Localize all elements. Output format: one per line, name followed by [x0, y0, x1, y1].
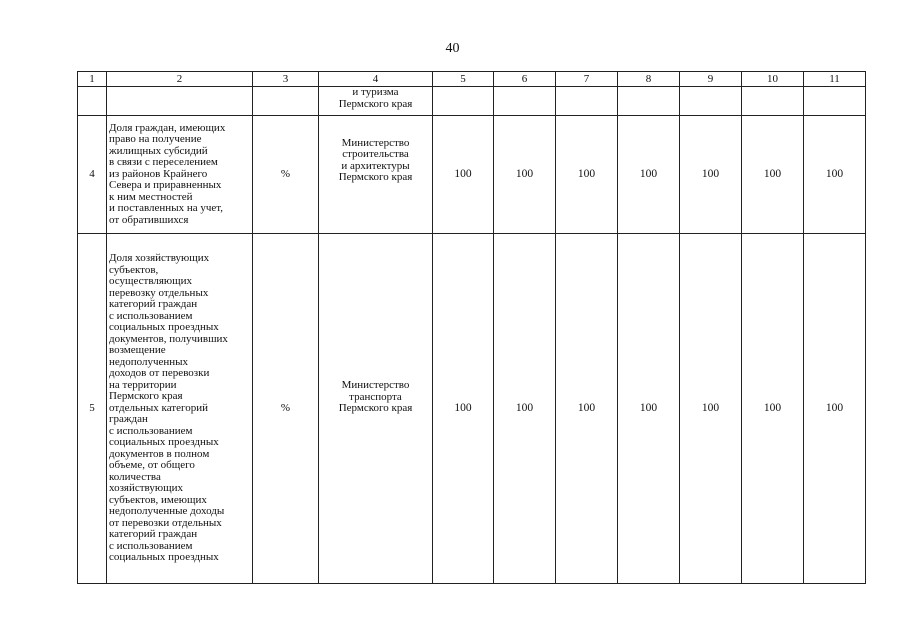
column-header: 9 [680, 72, 742, 87]
unit-cell: % [253, 234, 319, 584]
table-cell-empty [804, 87, 866, 116]
column-header: 5 [433, 72, 494, 87]
column-header: 2 [107, 72, 253, 87]
responsible-cell [319, 116, 433, 234]
row-number-cell: 5 [78, 234, 107, 584]
table-cell-empty [494, 87, 556, 116]
value-cell: 100 [556, 234, 618, 584]
column-header: 6 [494, 72, 556, 87]
responsible-text: и туризма Пермского края [338, 86, 413, 110]
table-row-continuation [78, 87, 866, 116]
table-row [78, 234, 866, 584]
value-cell: 100 [618, 234, 680, 584]
table-row [78, 116, 866, 234]
column-header: 8 [618, 72, 680, 87]
column-number-row [78, 72, 866, 87]
value-cell: 100 [680, 234, 742, 584]
unit-cell: % [253, 116, 319, 234]
column-header: 1 [78, 72, 107, 87]
column-header: 7 [556, 72, 618, 87]
column-header: 11 [804, 72, 866, 87]
value-cell: 100 [804, 116, 866, 234]
table-cell-empty [78, 87, 107, 116]
table-cell-empty [107, 87, 253, 116]
value-cell: 100 [556, 116, 618, 234]
responsible-cell [319, 234, 433, 584]
table-header [78, 72, 866, 87]
row-number-cell: 4 [78, 116, 107, 234]
indicator-name-text: Доля граждан, имеющих право на получение жилищных субсидий в связи с переселением из районов Крайнего Севера и приравненных к ним местностей и поставленных на учет, от обратившихся [109, 121, 226, 226]
value-cell: 100 [742, 234, 804, 584]
value-cell: 100 [433, 234, 494, 584]
indicator-name-cell [107, 234, 253, 584]
responsible-cell [319, 87, 433, 116]
value-cell: 100 [680, 116, 742, 234]
table-cell-empty [742, 87, 804, 116]
table-cell-empty [556, 87, 618, 116]
indicator-name-text: Доля хозяйствующих субъектов, осуществляющих перевозку отдельных категорий граждан с использованием социальных проездных документов, получивших возмещение недополученных доходов от перевозки на территории Пермского края отдельных категорий граждан с использованием социальных проездных документов в полном объеме, от общего количества хозяйствующих субъектов, имеющих недополученные доходы от перевозки отдельных категорий граждан с использованием социальных проездных [109, 252, 228, 564]
responsible-text: Министерство строительства и архитектуры Пермского края [338, 136, 413, 183]
table-cell-empty [433, 87, 494, 116]
table-cell-empty [680, 87, 742, 116]
value-cell: 100 [804, 234, 866, 584]
value-cell: 100 [742, 116, 804, 234]
value-cell: 100 [494, 116, 556, 234]
column-header: 3 [253, 72, 319, 87]
value-cell: 100 [494, 234, 556, 584]
responsible-text: Министерство транспорта Пермского края [338, 379, 413, 415]
table-cell-empty [618, 87, 680, 116]
value-cell: 100 [433, 116, 494, 234]
column-header: 4 [319, 72, 433, 87]
column-header: 10 [742, 72, 804, 87]
indicator-name-cell [107, 116, 253, 234]
page-number: 40 [445, 41, 460, 56]
value-cell: 100 [618, 116, 680, 234]
indicators-table [77, 71, 866, 584]
table-cell-empty [253, 87, 319, 116]
